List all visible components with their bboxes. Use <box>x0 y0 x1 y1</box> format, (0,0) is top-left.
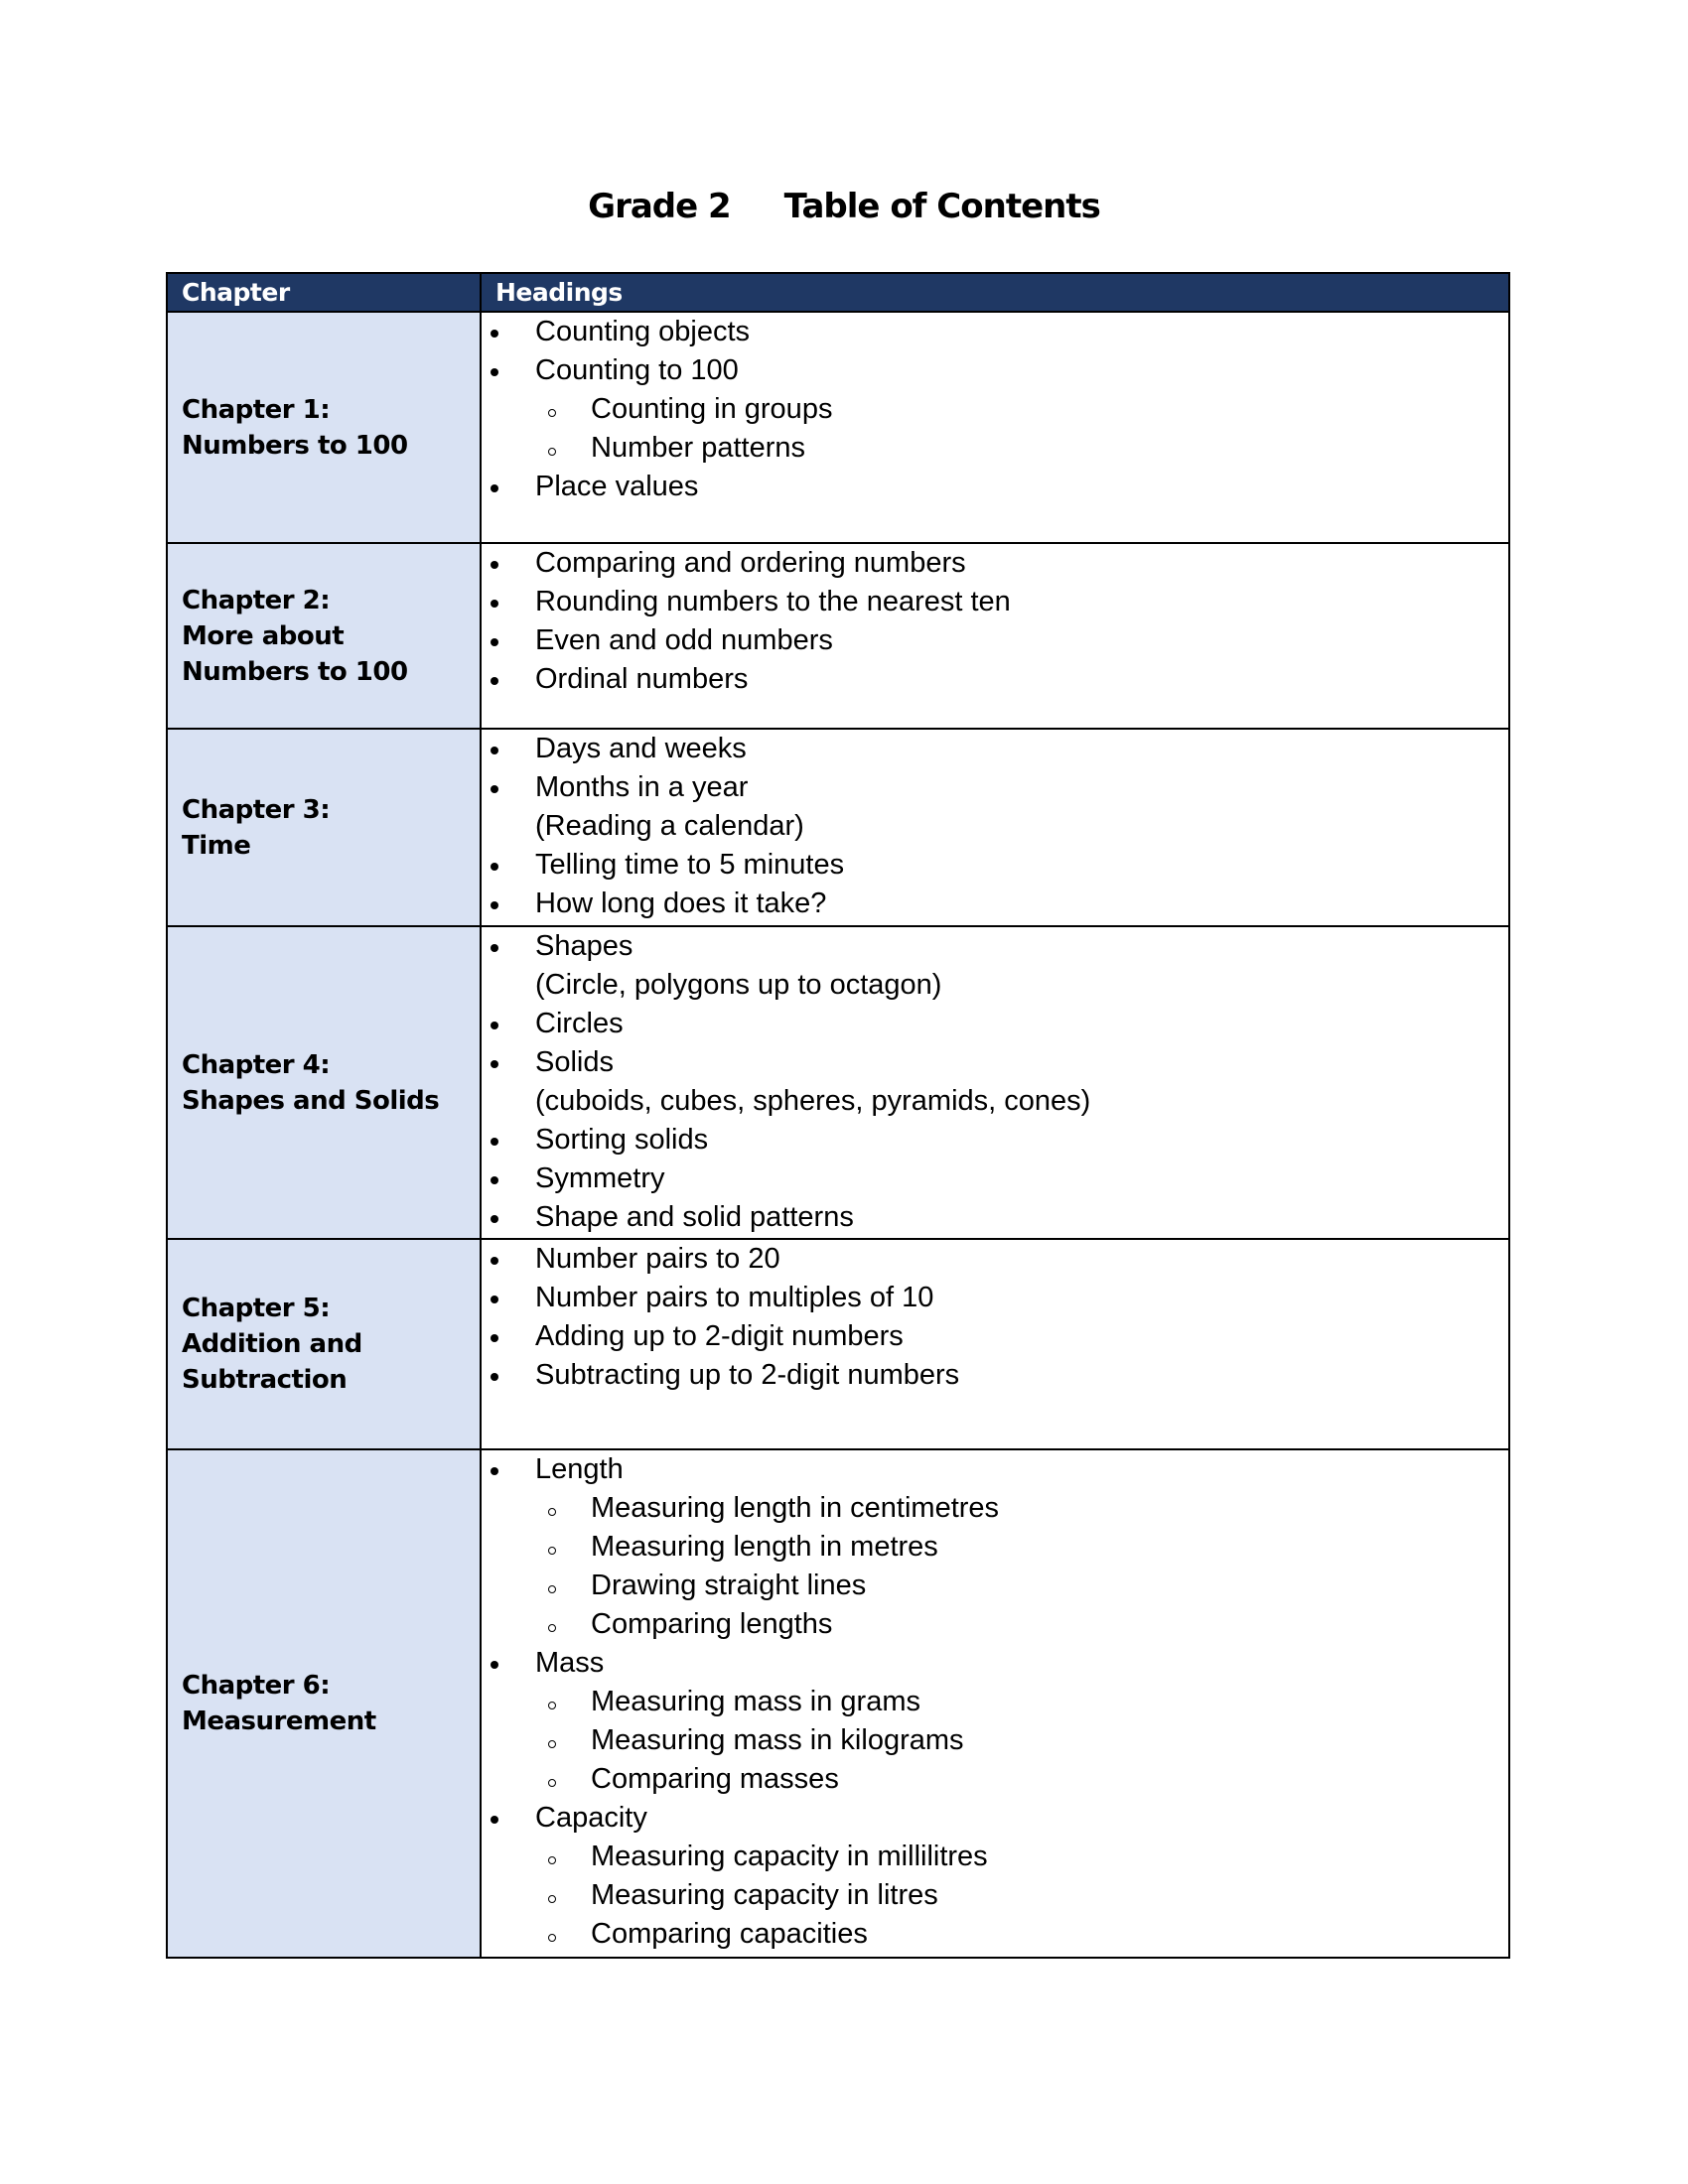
chapter-title-line: Addition and <box>182 1329 362 1359</box>
heading-text: Comparing lengths <box>591 1608 833 1640</box>
bullet-icon <box>491 368 498 376</box>
list-item <box>482 1317 1508 1356</box>
bullet-icon <box>491 1257 498 1265</box>
hollow-bullet-icon <box>548 1585 556 1593</box>
heading-text: Measuring mass in grams <box>591 1686 920 1717</box>
hollow-bullet-icon <box>548 1508 556 1516</box>
table-row <box>167 1449 1509 1958</box>
chapter-title-line: Chapter 1: <box>182 394 331 425</box>
list-item <box>482 768 1508 807</box>
bullet-icon <box>491 1296 498 1303</box>
heading-text: Mass <box>535 1647 605 1679</box>
sub-list-item <box>482 1528 1508 1567</box>
title-label: Table of Contents <box>783 187 1100 226</box>
hollow-bullet-icon <box>548 1779 556 1787</box>
list-item <box>482 1799 1508 1838</box>
heading-text: Even and odd numbers <box>535 624 833 656</box>
bullet-icon <box>491 561 498 569</box>
heading-text: Rounding numbers to the nearest ten <box>535 586 1011 617</box>
title-grade: Grade 2 <box>588 187 731 226</box>
chapter-title-line: Time <box>182 830 251 861</box>
list-item <box>482 966 1508 1005</box>
list-item <box>482 1121 1508 1160</box>
heading-text: Ordinal numbers <box>535 663 749 695</box>
chapter-title-line: Chapter 5: <box>182 1294 331 1323</box>
bullet-icon <box>491 863 498 871</box>
list-item <box>482 1005 1508 1043</box>
hollow-bullet-icon <box>548 1934 556 1942</box>
list-item <box>482 1082 1508 1121</box>
list-item <box>482 621 1508 660</box>
headings-list <box>482 544 1508 699</box>
chapter-cell <box>167 926 481 1239</box>
heading-text: Adding up to 2-digit numbers <box>535 1320 904 1352</box>
headings-list <box>482 1240 1508 1395</box>
hollow-bullet-icon <box>548 1547 556 1555</box>
hollow-bullet-icon <box>548 1740 556 1748</box>
list-item <box>482 927 1508 966</box>
chapter-title-line: Measurement <box>182 1706 376 1736</box>
heading-text: Number pairs to multiples of 10 <box>535 1282 934 1313</box>
sub-list-item <box>482 1567 1508 1605</box>
headings-cell <box>481 312 1509 543</box>
chapter-title-line: Shapes and Solids <box>182 1085 440 1116</box>
heading-text: Comparing masses <box>591 1763 839 1795</box>
headings-cell <box>481 1239 1509 1449</box>
heading-text: Place values <box>535 471 699 502</box>
bullet-icon <box>491 677 498 685</box>
page-title <box>0 187 1688 226</box>
heading-text: Measuring length in metres <box>591 1531 938 1563</box>
list-item <box>482 1240 1508 1279</box>
heading-text: Measuring capacity in millilitres <box>591 1841 988 1872</box>
headings-list <box>482 313 1508 506</box>
bullet-icon <box>491 1215 498 1223</box>
bullet-icon <box>491 785 498 793</box>
headings-list <box>482 1450 1508 1954</box>
bullet-icon <box>491 1373 498 1381</box>
sub-list-item <box>482 1915 1508 1954</box>
headings-cell <box>481 543 1509 729</box>
chapter-title-line: Subtraction <box>182 1365 348 1395</box>
list-item <box>482 1160 1508 1198</box>
chapter-title-line: Chapter 3: <box>182 794 331 825</box>
bullet-icon <box>491 638 498 646</box>
heading-text: Telling time to 5 minutes <box>535 849 845 881</box>
heading-text: Comparing and ordering numbers <box>535 547 966 579</box>
heading-text: Months in a year <box>535 771 749 803</box>
sub-list-item <box>482 1760 1508 1799</box>
sub-list-item <box>482 390 1508 429</box>
heading-text: Measuring length in centimetres <box>591 1492 1000 1524</box>
heading-text: (Circle, polygons up to octagon) <box>535 969 942 1001</box>
chapter-cell <box>167 1449 481 1958</box>
bullet-icon <box>491 747 498 754</box>
bullet-icon <box>491 1661 498 1669</box>
bullet-icon <box>491 1022 498 1029</box>
table-row <box>167 543 1509 729</box>
sub-list-item <box>482 1605 1508 1644</box>
heading-text: Shapes <box>535 930 633 962</box>
chapter-cell <box>167 1239 481 1449</box>
list-item <box>482 660 1508 699</box>
heading-text: Sorting solids <box>535 1124 709 1156</box>
heading-text: Solids <box>535 1046 614 1078</box>
list-item <box>482 1450 1508 1489</box>
table-row <box>167 312 1509 543</box>
headings-cell <box>481 729 1509 926</box>
heading-text: (Reading a calendar) <box>535 810 804 842</box>
headings-cell <box>481 926 1509 1239</box>
list-item <box>482 544 1508 583</box>
headings-list <box>482 730 1508 923</box>
bullet-icon <box>491 1138 498 1146</box>
heading-text: Length <box>535 1453 624 1485</box>
chapter-title-line: Chapter 6: <box>182 1671 331 1701</box>
heading-text: How long does it take? <box>535 887 827 919</box>
heading-text: Circles <box>535 1008 624 1039</box>
list-item <box>482 1644 1508 1683</box>
heading-text: Drawing straight lines <box>591 1570 867 1601</box>
chapter-title-line: More about <box>182 620 345 651</box>
heading-text: Counting to 100 <box>535 354 739 386</box>
bullet-icon <box>491 1334 498 1342</box>
table-row <box>167 729 1509 926</box>
list-item <box>482 846 1508 885</box>
heading-text: Number patterns <box>591 432 805 464</box>
heading-text: Symmetry <box>535 1162 665 1194</box>
bullet-icon <box>491 944 498 952</box>
heading-text: Days and weeks <box>535 733 747 764</box>
list-item <box>482 1279 1508 1317</box>
list-item <box>482 730 1508 768</box>
list-item <box>482 1043 1508 1082</box>
list-item <box>482 1356 1508 1395</box>
heading-text: Counting objects <box>535 316 751 347</box>
list-item <box>482 1198 1508 1237</box>
header-headings: Headings <box>481 273 1509 312</box>
sub-list-item <box>482 1489 1508 1528</box>
headings-list <box>482 927 1508 1237</box>
chapter-cell <box>167 543 481 729</box>
sub-list-item <box>482 1721 1508 1760</box>
chapter-cell <box>167 312 481 543</box>
list-item <box>482 583 1508 621</box>
hollow-bullet-icon <box>548 409 556 417</box>
table-header-row <box>167 273 1509 312</box>
sub-list-item <box>482 429 1508 468</box>
chapter-cell <box>167 729 481 926</box>
heading-text: Capacity <box>535 1802 647 1834</box>
list-item <box>482 807 1508 846</box>
heading-text: Measuring mass in kilograms <box>591 1724 964 1756</box>
hollow-bullet-icon <box>548 1856 556 1864</box>
header-chapter: Chapter <box>167 273 481 312</box>
heading-text: Comparing capacities <box>591 1918 868 1950</box>
heading-text: Number pairs to 20 <box>535 1243 780 1275</box>
heading-text: Measuring capacity in litres <box>591 1879 938 1911</box>
list-item <box>482 468 1508 506</box>
heading-text: Counting in groups <box>591 393 833 425</box>
heading-text: Subtracting up to 2-digit numbers <box>535 1359 960 1391</box>
list-item <box>482 313 1508 351</box>
chapter-title-line: Numbers to 100 <box>182 656 408 687</box>
heading-text: (cuboids, cubes, spheres, pyramids, cones) <box>535 1085 1091 1117</box>
chapter-title-line: Chapter 4: <box>182 1049 331 1080</box>
bullet-icon <box>491 1467 498 1475</box>
chapter-title-line: Chapter 2: <box>182 585 331 615</box>
hollow-bullet-icon <box>548 1624 556 1632</box>
table-row <box>167 1239 1509 1449</box>
bullet-icon <box>491 600 498 608</box>
hollow-bullet-icon <box>548 1895 556 1903</box>
hollow-bullet-icon <box>548 448 556 456</box>
sub-list-item <box>482 1838 1508 1876</box>
chapter-title-line: Numbers to 100 <box>182 430 408 461</box>
sub-list-item <box>482 1876 1508 1915</box>
list-item <box>482 885 1508 923</box>
hollow-bullet-icon <box>548 1702 556 1709</box>
bullet-icon <box>491 901 498 909</box>
list-item <box>482 351 1508 390</box>
contents-table <box>166 272 1510 1959</box>
headings-cell <box>481 1449 1509 1958</box>
bullet-icon <box>491 1816 498 1824</box>
bullet-icon <box>491 1176 498 1184</box>
bullet-icon <box>491 1060 498 1068</box>
sub-list-item <box>482 1683 1508 1721</box>
bullet-icon <box>491 330 498 338</box>
bullet-icon <box>491 484 498 492</box>
heading-text: Shape and solid patterns <box>535 1201 854 1233</box>
table-row <box>167 926 1509 1239</box>
